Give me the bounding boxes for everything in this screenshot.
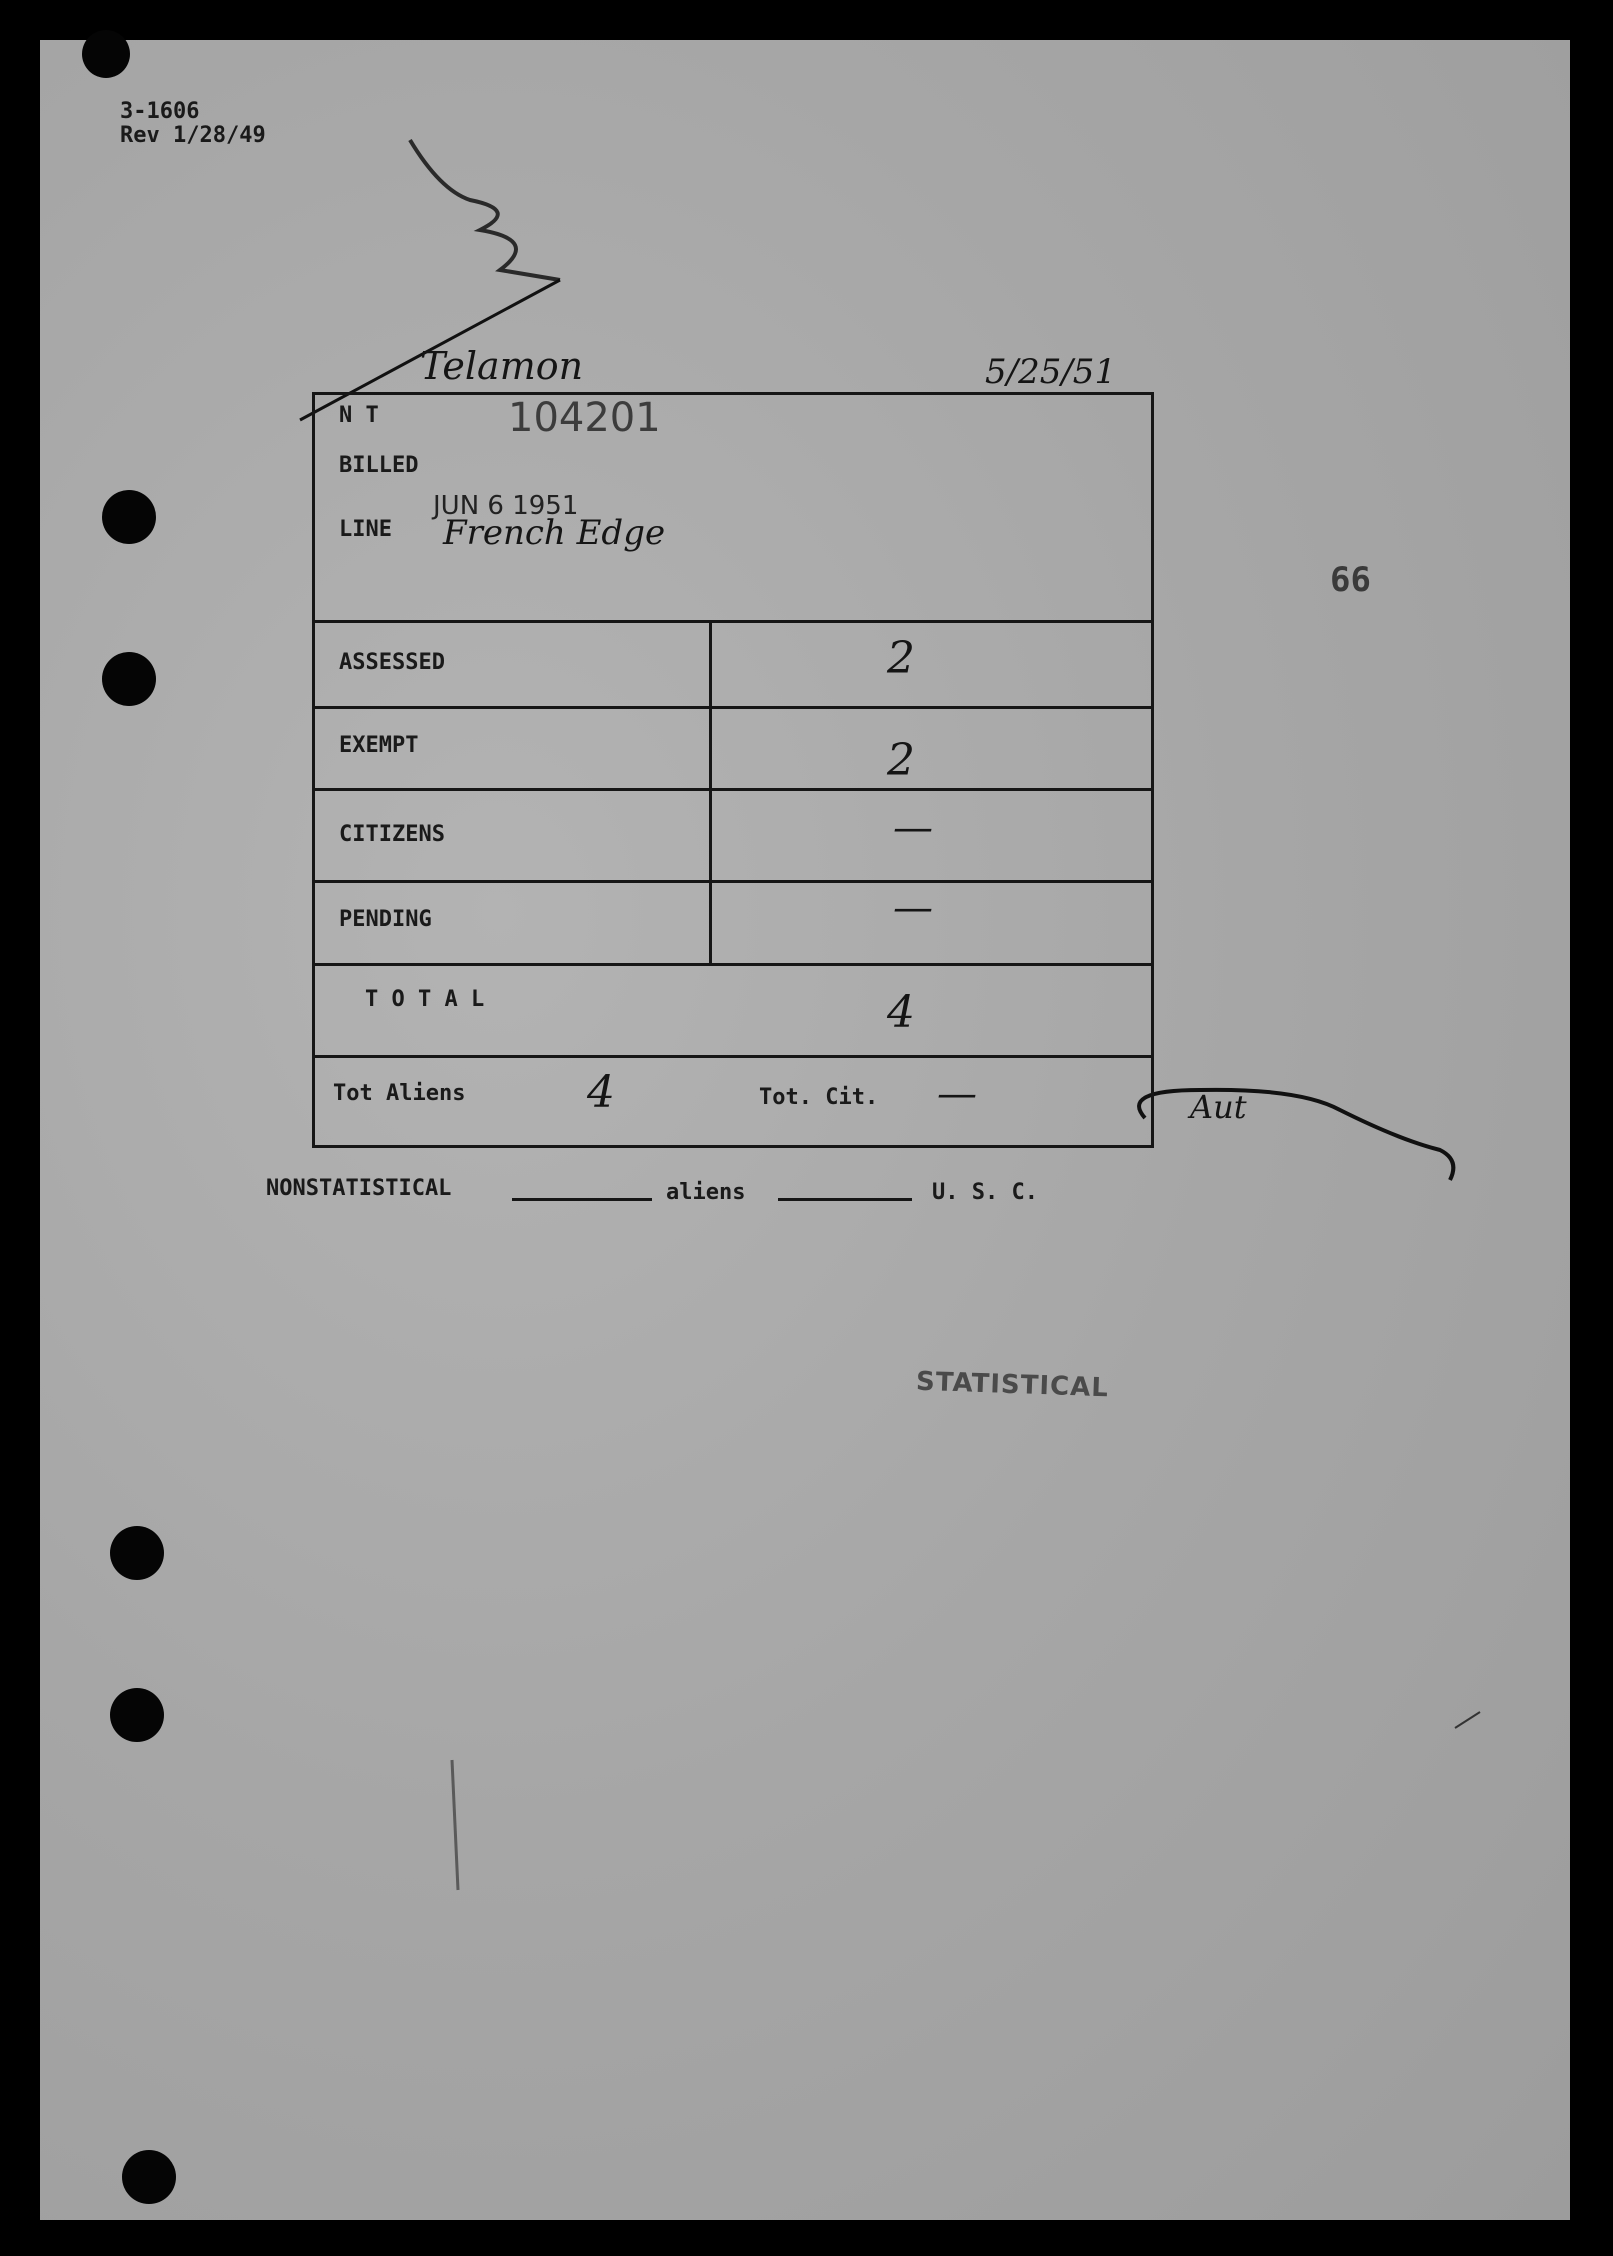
billed-date-stamp: JUN 6 1951 — [433, 491, 579, 521]
pending-label: PENDING — [339, 907, 432, 932]
pen-tick-mark — [1455, 1712, 1480, 1728]
tot-cit-label: Tot. Cit. — [759, 1085, 879, 1110]
line-value: French Edge — [443, 513, 666, 553]
assessed-label: ASSESSED — [339, 650, 445, 675]
manifest-summary-form — [312, 392, 1154, 1148]
exempt-label: EXEMPT — [339, 733, 419, 758]
form-divider — [315, 963, 1151, 966]
form-number: 3-1606 — [120, 99, 200, 124]
nonstatistical-blank-line — [512, 1198, 652, 1201]
handwritten-name: Telamon — [420, 344, 584, 388]
tot-aliens-label: Tot Aliens — [333, 1081, 466, 1106]
paper-crease-mark — [452, 1760, 458, 1890]
nonstatistical-label: NONSTATISTICAL — [266, 1176, 452, 1201]
statistical-stamp: STATISTICAL — [915, 1366, 1110, 1404]
nt-label: N T — [339, 403, 379, 428]
form-divider — [315, 880, 1151, 883]
handwritten-initials-mark — [410, 140, 560, 280]
form-divider — [315, 1055, 1151, 1058]
handwritten-date: 5/25/51 — [985, 352, 1117, 392]
tot-aliens-value: 4 — [587, 1067, 615, 1118]
line-label: LINE — [339, 517, 392, 542]
citizens-label: CITIZENS — [339, 822, 445, 847]
aliens-label: aliens — [666, 1180, 746, 1205]
form-revision: Rev 1/28/49 — [120, 123, 266, 148]
aliens-blank-line — [778, 1198, 912, 1201]
form-divider — [315, 788, 1151, 791]
usc-label: U. S. C. — [932, 1180, 1038, 1205]
column-divider — [709, 620, 712, 963]
handwritten-initials: Aut — [1190, 1088, 1247, 1126]
citizens-value: — — [893, 805, 933, 851]
total-value: 4 — [887, 987, 915, 1038]
total-label: T O T A L — [365, 987, 485, 1012]
form-divider — [315, 620, 1151, 623]
form-divider — [315, 706, 1151, 709]
nt-number: 104201 — [508, 395, 661, 441]
handwritten-swoosh-mark — [1139, 1090, 1453, 1180]
assessed-value: 2 — [887, 633, 915, 684]
pending-value: — — [893, 885, 933, 931]
tot-cit-value: — — [937, 1071, 977, 1117]
billed-label: BILLED — [339, 453, 419, 478]
corner-number: 66 — [1330, 560, 1371, 600]
exempt-value: 2 — [887, 735, 915, 786]
